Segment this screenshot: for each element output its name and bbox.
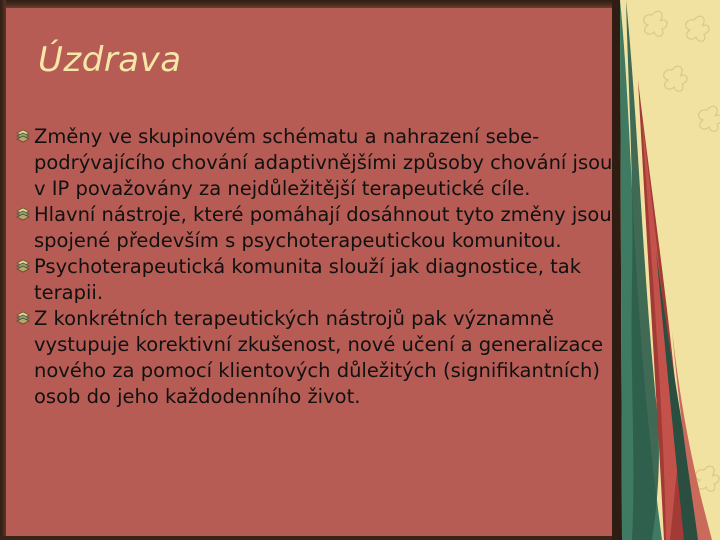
bullet-text: Z konkrétních terapeutických nástrojů pak významně vystupuje korektivní zkušenost, nové učení a generalizace nového za pomocí klientových důležitých (signifikantních) osob do jeho každodenního život. [34,307,604,408]
bullet-text: Hlavní nástroje, které pomáhají dosáhnout tyto změny jsou spojené především s psychoterapeutickou komunitou. [34,203,612,252]
bullet-item [14,202,624,254]
bullet-list [14,124,624,410]
stacked-diamond-bullet-icon [16,207,30,222]
stacked-diamond-bullet-icon [16,311,30,326]
bullet-item [14,124,624,202]
bottom-frame-border [0,536,620,540]
left-frame-border [0,0,6,540]
bullet-item [14,306,624,410]
bullet-text: Změny ve skupinovém schématu a nahrazení sebe-podrývajícího chování adaptivnějšími způsoby chování jsou v IP považovány za nejdůležitější terapeutické cíle. [34,125,613,200]
stacked-diamond-bullet-icon [16,129,30,144]
stacked-diamond-bullet-icon [16,259,30,274]
bullet-item [14,254,624,306]
decorative-drape-panel [612,0,720,540]
slide-title: Úzdrava [38,40,182,80]
top-frame-border [0,0,620,8]
bullet-text: Psychoterapeutická komunita slouží jak diagnostice, tak terapii. [34,255,582,304]
